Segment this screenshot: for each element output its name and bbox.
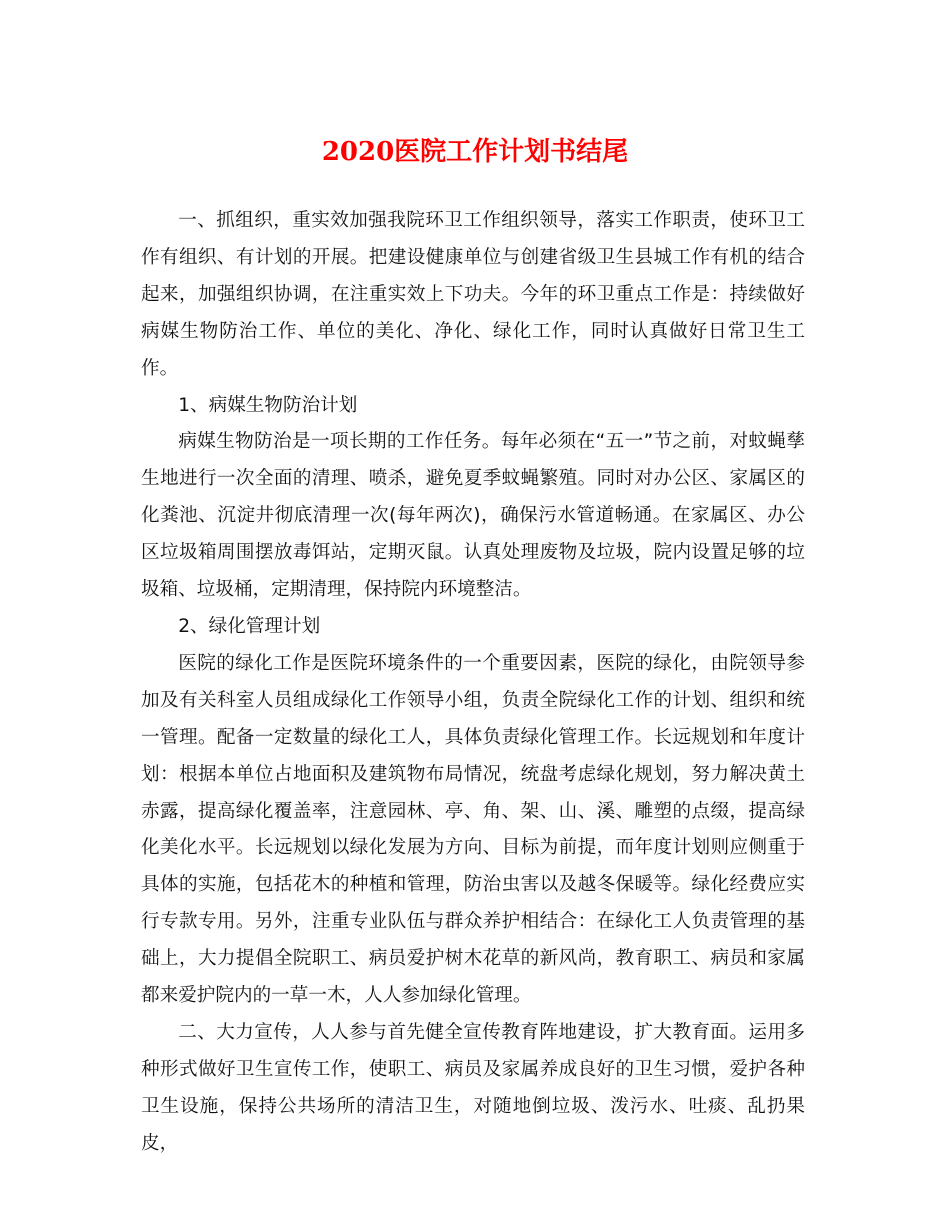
paragraph-section-two: 二、大力宣传，人人参与首先健全宣传教育阵地建设，扩大教育面。运用多种形式做好卫生宣传工作，使职工、病员及家属养成良好的卫生习惯，爱护各种卫生设施，保持公共场所的清洁卫生，对随地倒垃圾、泼污水、吐痰、乱扔果皮， bbox=[141, 1021, 805, 1154]
paragraph-greening: 医院的绿化工作是医院环境条件的一个重要因素，医院的绿化，由院领导参加及有关科室人员组成绿化工作领导小组，负责全院绿化工作的计划、组织和统一管理。配备一定数量的绿化工人，具体负责绿化管理工作。长远规划和年度计划：根据本单位占地面积及建筑物布局情况，统盘考虑绿化规划，努力解决黄土赤露，提高绿化覆盖率，注意园林、亭、角、架、山、溪、雕塑的点缀，提高绿化美化水平。长远规划以绿化发展为方向、目标为前提，而年度计划则应侧重于具体的实施，包括花木的种植和管理，防治虫害以及越冬保暖等。绿化经费应实行专款专用。另外，注重专业队伍与群众养护相结合：在绿化工人负责管理的基础上，大力提倡全院职工、病员爱护树木花草的新风尚，教育职工、病员和家属都来爱护院内的一草一木，人人参加绿化管理。 bbox=[141, 652, 805, 1007]
heading-greening-plan: 2、绿化管理计划 bbox=[178, 615, 321, 637]
paragraph-vector-control: 病媒生物防治是一项长期的工作任务。每年必须在“五一”节之前，对蚊蝇孳生地进行一次全面的清理、喷杀，避免夏季蚊蝇繁殖。同时对办公区、家属区的化粪池、沉淀井彻底清理一次(每年两次)，确保污水管道畅通。在家属区、办公区垃圾箱周围摆放毒饵站，定期灭鼠。认真处理废物及垃圾，院内设置足够的垃圾箱、垃圾桶，定期清理，保持院内环境整洁。 bbox=[141, 431, 805, 601]
heading-vector-control-plan: 1、病媒生物防治计划 bbox=[178, 394, 358, 416]
paragraph-section-one: 一、抓组织，重实效加强我院环卫工作组织领导，落实工作职责，使环卫工作有组织、有计划的开展。把建设健康单位与创建省级卫生县城工作有机的结合起来，加强组织协调，在注重实效上下功夫。今年的环卫重点工作是：持续做好病媒生物防治工作、单位的美化、净化、绿化工作，同时认真做好日常卫生工作。 bbox=[141, 210, 805, 379]
document-title: 2020医院工作计划书结尾 bbox=[321, 137, 629, 167]
document-body bbox=[141, 203, 805, 1163]
